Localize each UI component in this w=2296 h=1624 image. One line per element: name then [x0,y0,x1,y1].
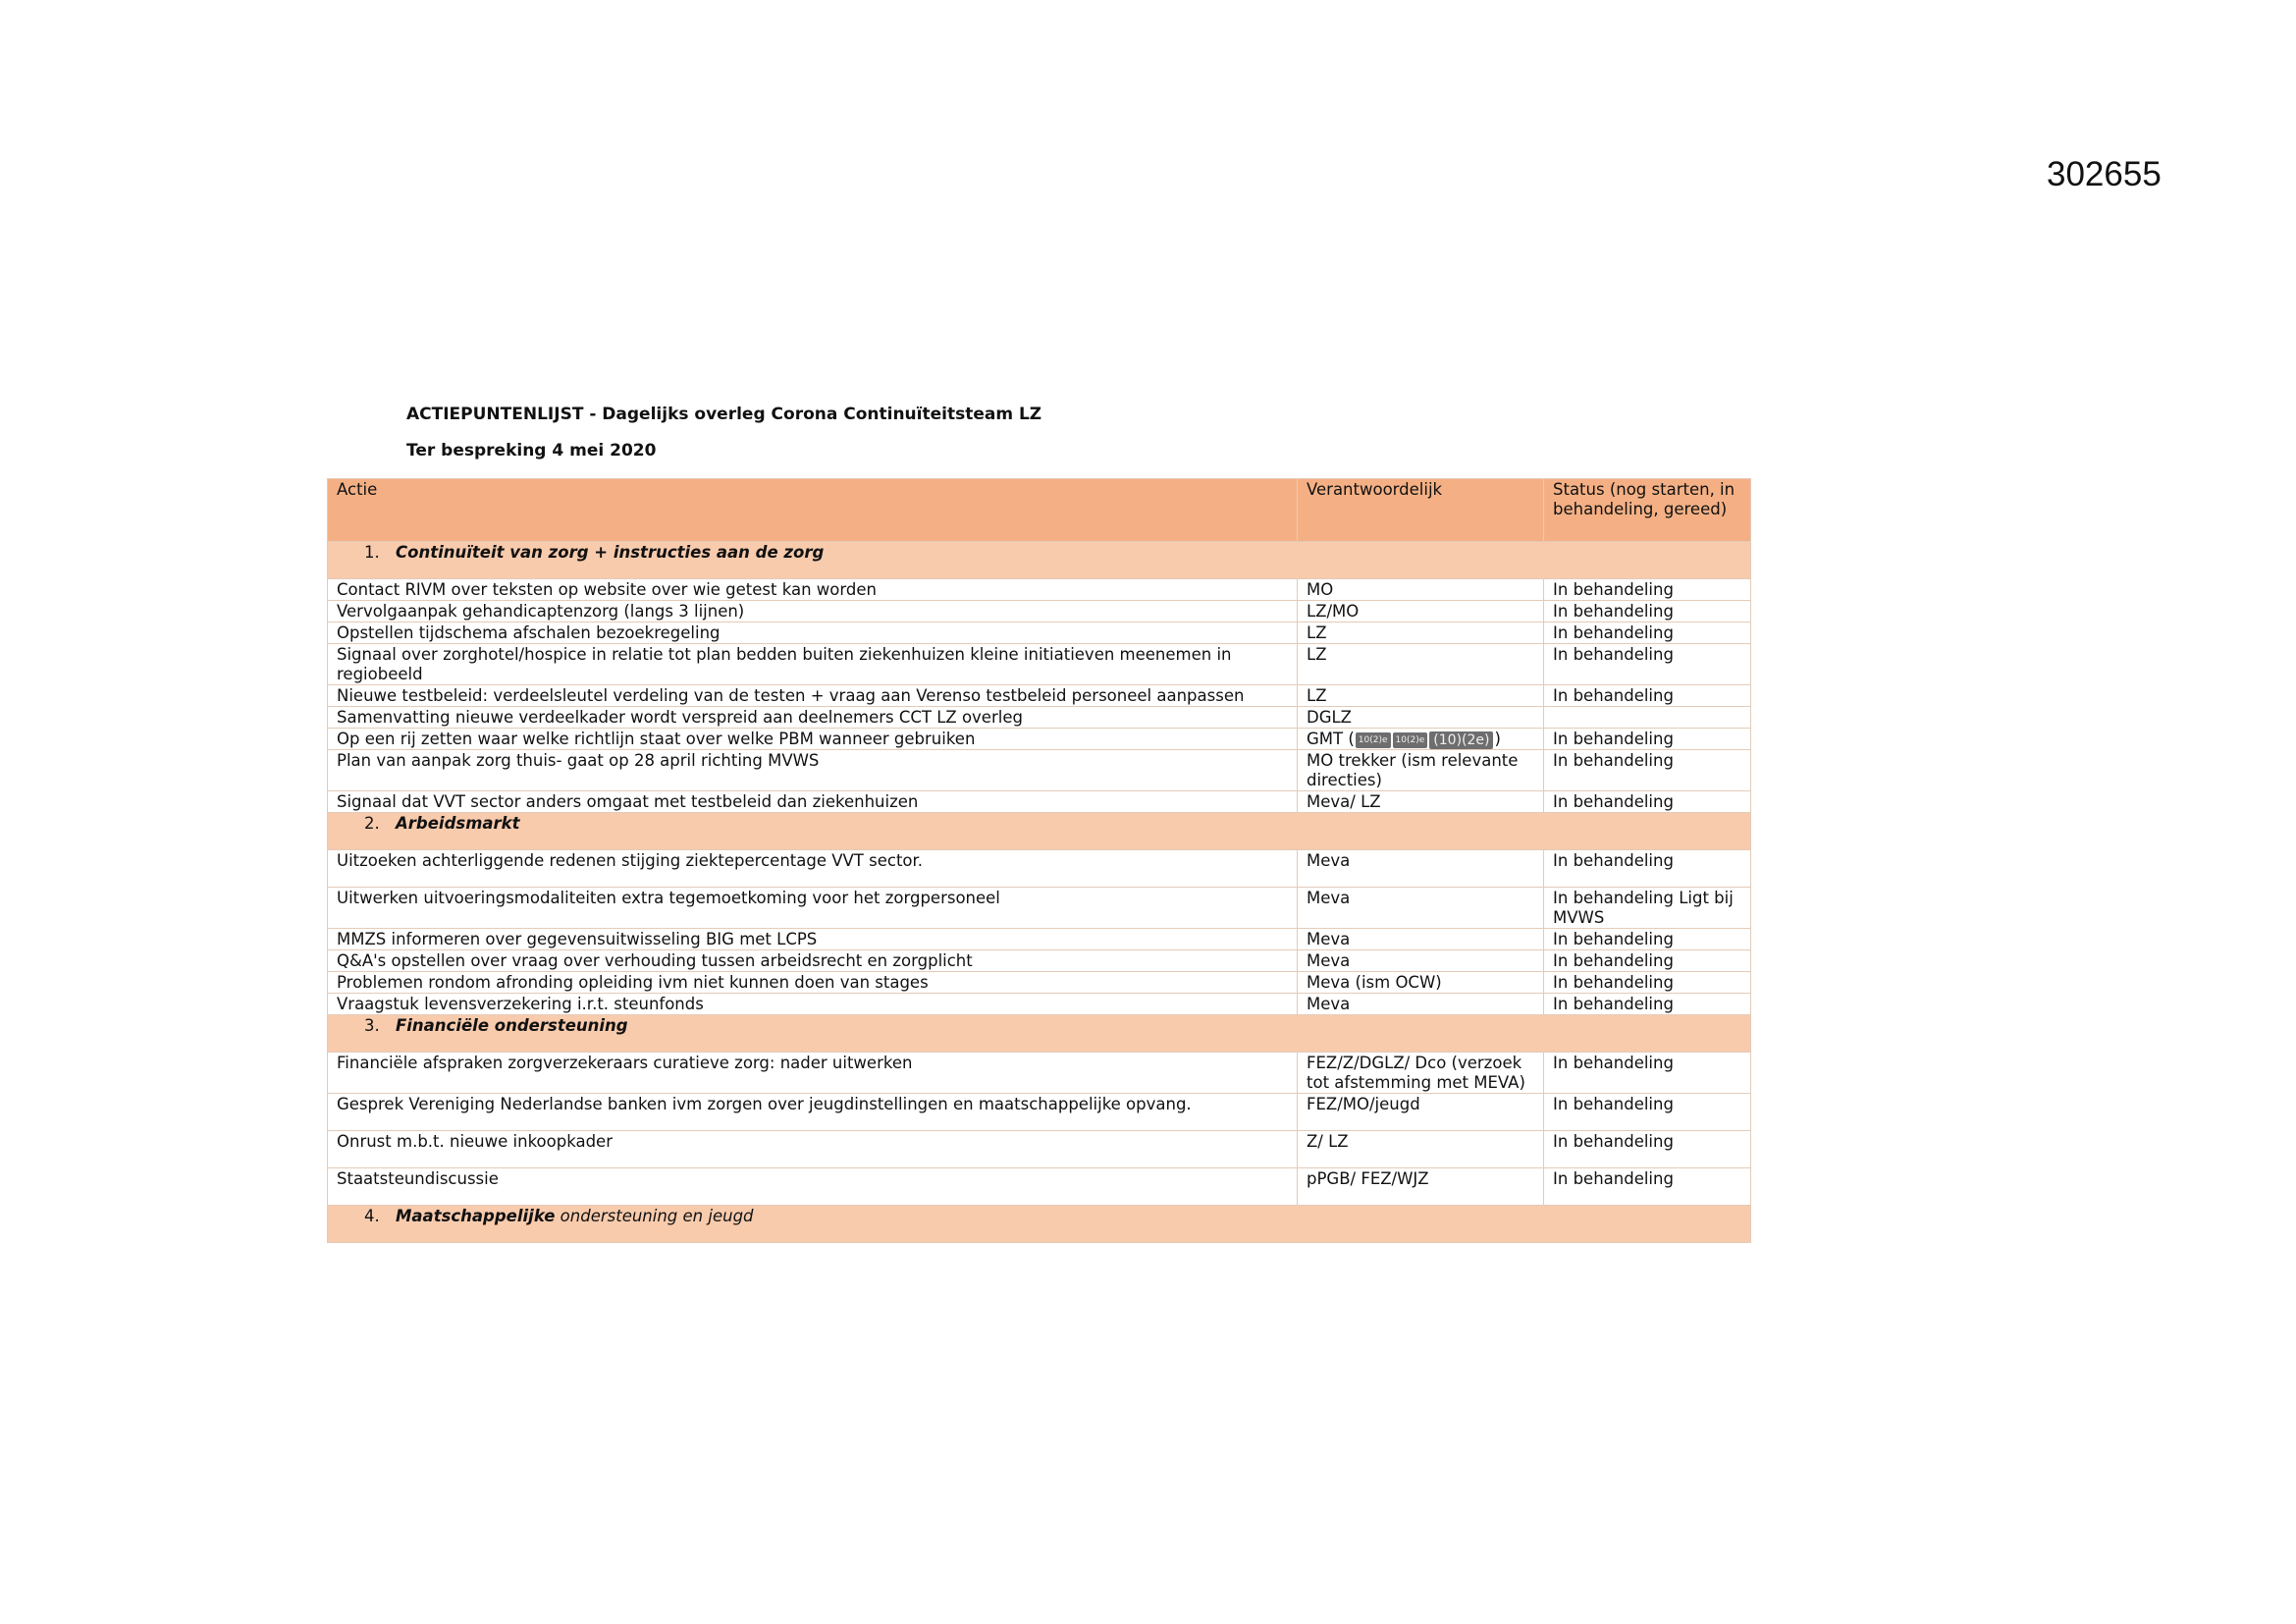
cell-actie: Opstellen tijdschema afschalen bezoekregeling [328,623,1298,644]
cell-status: In behandeling [1544,972,1751,994]
cell-verantwoordelijk: Meva [1298,994,1544,1015]
section-title: Continuïteit van zorg + instructies aan de zorg [396,543,825,562]
section-title-rest: ondersteuning en jeugd [555,1207,754,1225]
document-title: ACTIEPUNTENLIJST - Dagelijks overleg Corona Continuïteitsteam LZ [406,405,1042,424]
cell-actie: Gesprek Vereniging Nederlandse banken ivm zorgen over jeugdinstellingen en maatschappelijke opvang. [328,1094,1298,1131]
cell-verantwoordelijk: MO [1298,579,1544,601]
table-row [328,707,1751,729]
cell-status: In behandeling [1544,1053,1751,1094]
section-row [328,813,1751,850]
cell-status: In behandeling [1544,685,1751,707]
table-row [328,888,1751,929]
cell-verantwoordelijk: LZ [1298,644,1544,685]
section-title: Financiële ondersteuning [396,1016,628,1035]
cell-status: In behandeling [1544,579,1751,601]
table-row [328,729,1751,750]
table-row [328,994,1751,1015]
cell-actie: Plan van aanpak zorg thuis- gaat op 28 april richting MVWS [328,750,1298,791]
section-cell [328,1206,1751,1243]
table-row [328,601,1751,623]
table-row [328,929,1751,950]
cell-status: In behandeling [1544,729,1751,750]
cell-actie: Signaal over zorghotel/hospice in relatie tot plan bedden buiten ziekenhuizen kleine initiatieven meenemen in regiobeeld [328,644,1298,685]
table-row [328,1131,1751,1168]
table-row [328,791,1751,813]
section-number: 3. [364,1016,380,1035]
section-number: 4. [364,1207,380,1225]
redaction-mark: (10)(2e) [1429,731,1493,749]
cell-actie: Financiële afspraken zorgverzekeraars curatieve zorg: nader uitwerken [328,1053,1298,1094]
section-cell [328,1015,1751,1053]
cell-status: In behandeling [1544,601,1751,623]
cell-verantwoordelijk: Z/ LZ [1298,1131,1544,1168]
cell-status: In behandeling [1544,929,1751,950]
cell-status: In behandeling [1544,623,1751,644]
cell-actie: Op een rij zetten waar welke richtlijn staat over welke PBM wanneer gebruiken [328,729,1298,750]
cell-status: In behandeling Ligt bij MVWS [1544,888,1751,929]
cell-status: In behandeling [1544,750,1751,791]
redaction-mark: 10(2)e [1393,732,1428,748]
header-verantwoordelijk: Verantwoordelijk [1298,479,1544,542]
section-title: Arbeidsmarkt [396,814,520,833]
cell-status: In behandeling [1544,850,1751,888]
cell-actie: Signaal dat VVT sector anders omgaat met testbeleid dan ziekenhuizen [328,791,1298,813]
section-cell [328,542,1751,579]
cell-status: In behandeling [1544,1094,1751,1131]
cell-status: In behandeling [1544,1131,1751,1168]
cell-verantwoordelijk: Meva [1298,929,1544,950]
section-cell [328,813,1751,850]
cell-verantwoordelijk: LZ [1298,623,1544,644]
table-row [328,850,1751,888]
document-subtitle: Ter bespreking 4 mei 2020 [406,441,657,460]
header-status: Status (nog starten, in behandeling, gereed) [1544,479,1751,542]
cell-status: In behandeling [1544,994,1751,1015]
table-row [328,972,1751,994]
header-actie: Actie [328,479,1298,542]
cell-actie: Uitzoeken achterliggende redenen stijging ziektepercentage VVT sector. [328,850,1298,888]
cell-verantwoordelijk: Meva/ LZ [1298,791,1544,813]
section-row [328,1206,1751,1243]
table-row [328,579,1751,601]
cell-verantwoordelijk: FEZ/Z/DGLZ/ Dco (verzoek tot afstemming met MEVA) [1298,1053,1544,1094]
table-header-row [328,479,1751,542]
cell-actie: Problemen rondom afronding opleiding ivm niet kunnen doen van stages [328,972,1298,994]
redaction-mark: 10(2)e [1356,732,1391,748]
table-row [328,685,1751,707]
cell-actie: Samenvatting nieuwe verdeelkader wordt verspreid aan deelnemers CCT LZ overleg [328,707,1298,729]
cell-actie: Nieuwe testbeleid: verdeelsleutel verdeling van de testen + vraag aan Verenso testbeleid personeel aanpassen [328,685,1298,707]
table-row [328,750,1751,791]
section-number: 1. [364,543,380,562]
section-title: Maatschappelijke [396,1207,556,1225]
action-points-table [327,478,1751,1243]
cell-verantwoordelijk: Meva [1298,850,1544,888]
cell-verantwoordelijk: DGLZ [1298,707,1544,729]
cell-actie: Staatsteundiscussie [328,1168,1298,1206]
table-row [328,1094,1751,1131]
cell-verantwoordelijk [1298,729,1544,750]
cell-actie: MMZS informeren over gegevensuitwisseling BIG met LCPS [328,929,1298,950]
table-row [328,644,1751,685]
cell-actie: Contact RIVM over teksten op website over wie getest kan worden [328,579,1298,601]
cell-verantwoordelijk: Meva (ism OCW) [1298,972,1544,994]
cell-verantwoordelijk: MO trekker (ism relevante directies) [1298,750,1544,791]
table-row [328,623,1751,644]
cell-verantwoordelijk: FEZ/MO/jeugd [1298,1094,1544,1131]
cell-actie: Uitwerken uitvoeringsmodaliteiten extra tegemoetkoming voor het zorgpersoneel [328,888,1298,929]
table-row [328,1053,1751,1094]
section-row [328,542,1751,579]
section-row [328,1015,1751,1053]
cell-verantwoordelijk: LZ/MO [1298,601,1544,623]
cell-status: In behandeling [1544,644,1751,685]
table-row [328,950,1751,972]
cell-actie: Q&A's opstellen over vraag over verhouding tussen arbeidsrecht en zorgplicht [328,950,1298,972]
cell-actie: Vervolgaanpak gehandicaptenzorg (langs 3 lijnen) [328,601,1298,623]
table-row [328,1168,1751,1206]
cell-status [1544,707,1751,729]
cell-status: In behandeling [1544,1168,1751,1206]
cell-actie: Vraagstuk levensverzekering i.r.t. steunfonds [328,994,1298,1015]
section-number: 2. [364,814,380,833]
cell-status: In behandeling [1544,791,1751,813]
cell-actie: Onrust m.b.t. nieuwe inkoopkader [328,1131,1298,1168]
cell-verantwoordelijk: pPGB/ FEZ/WJZ [1298,1168,1544,1206]
cell-verantwoordelijk: LZ [1298,685,1544,707]
cell-verantwoordelijk-text: GMT ( [1307,730,1355,748]
cell-verantwoordelijk: Meva [1298,888,1544,929]
cell-verantwoordelijk: Meva [1298,950,1544,972]
cell-status: In behandeling [1544,950,1751,972]
cell-verantwoordelijk-suffix: ) [1494,730,1501,748]
document-number: 302655 [2047,155,2162,193]
